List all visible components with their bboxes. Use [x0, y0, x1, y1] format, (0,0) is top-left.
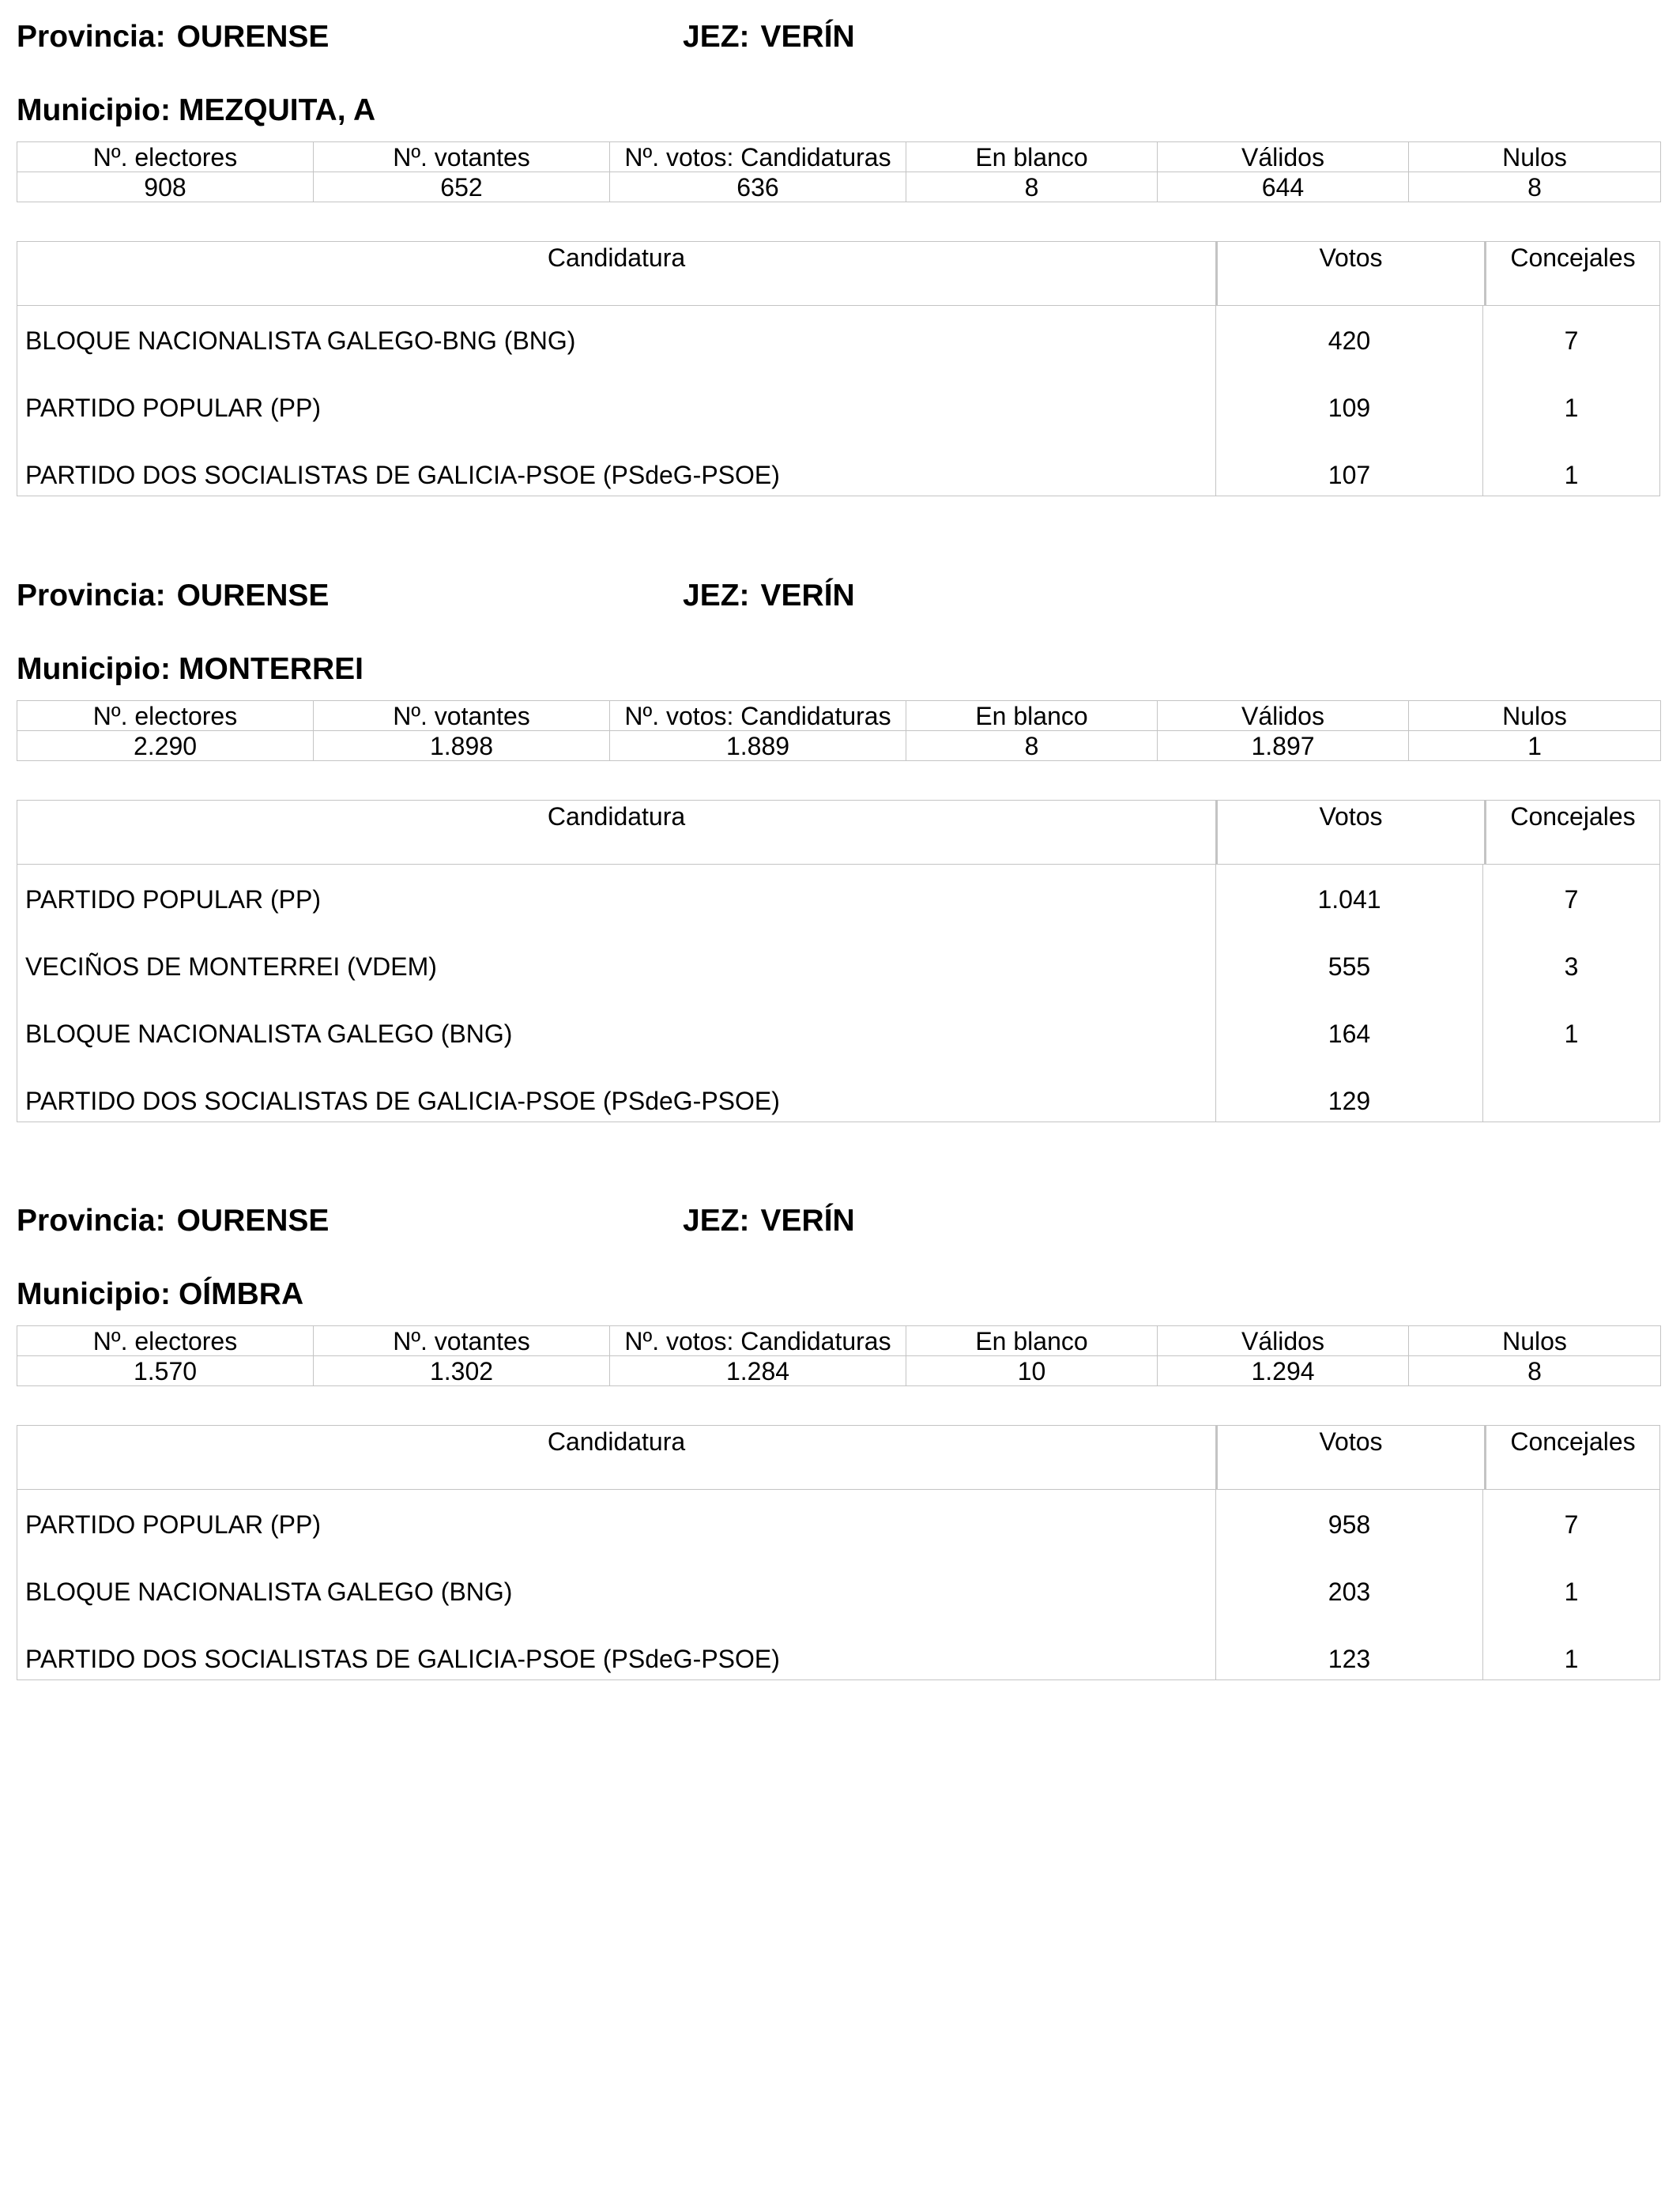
municipio-title: [17, 91, 375, 130]
candidaturas-header-row: [17, 242, 1659, 306]
header-candidatura: Candidatura: [547, 243, 686, 272]
candidate-concejales: 1: [1564, 1020, 1579, 1048]
candidate-votos: 123: [1328, 1645, 1371, 1673]
candidate-votos: 164: [1328, 1020, 1371, 1048]
jez-line: [683, 576, 855, 616]
municipio-value: MONTERREI: [178, 652, 363, 686]
summary-value-row: [17, 1356, 1661, 1386]
summary-header-cell: Nº. electores: [17, 142, 314, 172]
candidate-name: PARTIDO POPULAR (PP): [25, 1510, 321, 1539]
candidatura-column: [17, 306, 1215, 496]
candidaturas-table: [17, 241, 1660, 496]
provincia-line: [17, 576, 329, 616]
candidate-concejales: 1: [1564, 461, 1579, 489]
summary-value-cell: 1: [1409, 731, 1661, 761]
candidate-name: PARTIDO POPULAR (PP): [25, 885, 321, 914]
candidate-concejales: 3: [1564, 952, 1579, 981]
candidate-votos: 203: [1328, 1578, 1371, 1606]
candidate-votos: 1.041: [1317, 885, 1381, 914]
candidate-votos: 555: [1328, 952, 1371, 981]
summary-header-cell: Válidos: [1158, 701, 1409, 731]
candidate-concejales: 7: [1564, 1510, 1579, 1539]
candidatura-column: [17, 865, 1215, 1122]
candidate-concejales: 7: [1564, 326, 1579, 355]
municipio-section: [17, 17, 1660, 555]
header-concejales: Concejales: [1484, 1426, 1659, 1489]
candidate-name: BLOQUE NACIONALISTA GALEGO-BNG (BNG): [25, 326, 576, 355]
candidaturas-table: [17, 800, 1660, 1122]
candidate-concejales: 7: [1564, 885, 1579, 914]
candidate-votos: 958: [1328, 1510, 1371, 1539]
summary-value-cell: 1.897: [1158, 731, 1409, 761]
header-votos: Votos: [1215, 1426, 1484, 1489]
summary-header-cell: Nº. votantes: [314, 701, 610, 731]
municipio-label: Municipio:: [17, 1277, 171, 1311]
votos-column: [1215, 865, 1482, 1122]
summary-header-cell: Nº. electores: [17, 1326, 314, 1356]
provincia-line: [17, 1201, 329, 1241]
summary-value-cell: 1.570: [17, 1356, 314, 1386]
municipio-section: [17, 1201, 1660, 1739]
municipio-value: MEZQUITA, A: [178, 93, 376, 127]
concejales-column: [1482, 1490, 1659, 1679]
summary-header-cell: Nulos: [1409, 142, 1661, 172]
jez-value: VERÍN: [760, 579, 855, 613]
municipio-title: [17, 650, 363, 689]
provincia-value: OURENSE: [176, 1204, 330, 1238]
summary-header-cell: Nº. votos: Candidaturas: [610, 701, 906, 731]
votos-column: [1215, 1490, 1482, 1679]
summary-header-cell: Nº. votos: Candidaturas: [610, 1326, 906, 1356]
summary-header-cell: Válidos: [1158, 142, 1409, 172]
header-votos: Votos: [1215, 801, 1484, 864]
jez-label: JEZ:: [683, 579, 750, 613]
summary-value-cell: 1.889: [610, 731, 906, 761]
municipio-label: Municipio:: [17, 652, 171, 686]
header-candidatura: Candidatura: [547, 1427, 686, 1456]
concejales-column: [1482, 306, 1659, 496]
summary-table: [17, 700, 1661, 761]
header-concejales: Concejales: [1484, 242, 1659, 305]
summary-value-cell: 10: [906, 1356, 1158, 1386]
municipio-section: [17, 576, 1660, 1114]
candidaturas-header-row: [17, 1426, 1659, 1490]
summary-value-cell: 1.898: [314, 731, 610, 761]
summary-value-cell: 8: [1409, 1356, 1661, 1386]
provincia-value: OURENSE: [176, 20, 330, 54]
summary-value-cell: 2.290: [17, 731, 314, 761]
candidate-name: BLOQUE NACIONALISTA GALEGO (BNG): [25, 1578, 513, 1606]
summary-header-cell: Nº. votos: Candidaturas: [610, 142, 906, 172]
summary-value-cell: 8: [1409, 172, 1661, 202]
candidatura-column: [17, 1490, 1215, 1679]
summary-value-cell: 8: [906, 731, 1158, 761]
summary-value-cell: 644: [1158, 172, 1409, 202]
provincia-label: Provincia:: [17, 579, 166, 613]
candidate-votos: 109: [1328, 394, 1371, 422]
candidaturas-body: [17, 865, 1659, 1122]
summary-header-row: [17, 142, 1661, 172]
candidate-name: PARTIDO DOS SOCIALISTAS DE GALICIA-PSOE (PSdeG-PSOE): [25, 461, 780, 489]
candidate-votos: 129: [1328, 1087, 1371, 1115]
jez-label: JEZ:: [683, 20, 750, 54]
summary-value-row: [17, 172, 1661, 202]
candidaturas-body: [17, 306, 1659, 496]
jez-line: [683, 1201, 855, 1241]
summary-header-cell: Nulos: [1409, 1326, 1661, 1356]
candidate-concejales: 1: [1564, 1578, 1579, 1606]
municipio-title: [17, 1275, 303, 1314]
summary-header-cell: En blanco: [906, 1326, 1158, 1356]
summary-value-cell: 908: [17, 172, 314, 202]
jez-line: [683, 17, 855, 57]
header-candidatura: Candidatura: [547, 802, 686, 831]
summary-header-row: [17, 701, 1661, 731]
summary-header-cell: Nº. votantes: [314, 142, 610, 172]
summary-header-cell: Nº. votantes: [314, 1326, 610, 1356]
summary-header-cell: Nº. electores: [17, 701, 314, 731]
candidaturas-table: [17, 1425, 1660, 1680]
municipio-value: OÍMBRA: [178, 1277, 304, 1311]
summary-header-cell: En blanco: [906, 701, 1158, 731]
concejales-column: [1482, 865, 1659, 1122]
summary-value-cell: 652: [314, 172, 610, 202]
provincia-line: [17, 17, 329, 57]
summary-table: [17, 1325, 1661, 1386]
candidaturas-header-row: [17, 801, 1659, 865]
jez-value: VERÍN: [760, 1204, 855, 1238]
header-concejales: Concejales: [1484, 801, 1659, 864]
provincia-value: OURENSE: [176, 579, 330, 613]
candidate-concejales: 1: [1564, 1645, 1579, 1673]
jez-label: JEZ:: [683, 1204, 750, 1238]
summary-header-cell: Válidos: [1158, 1326, 1409, 1356]
candidate-name: PARTIDO DOS SOCIALISTAS DE GALICIA-PSOE (PSdeG-PSOE): [25, 1645, 780, 1673]
summary-value-cell: 8: [906, 172, 1158, 202]
candidate-votos: 107: [1328, 461, 1371, 489]
candidate-name: PARTIDO POPULAR (PP): [25, 394, 321, 422]
summary-header-cell: En blanco: [906, 142, 1158, 172]
candidate-name: BLOQUE NACIONALISTA GALEGO (BNG): [25, 1020, 513, 1048]
candidate-concejales: 1: [1564, 394, 1579, 422]
summary-table: [17, 141, 1661, 202]
candidate-votos: 420: [1328, 326, 1371, 355]
summary-value-cell: 636: [610, 172, 906, 202]
summary-value-row: [17, 731, 1661, 761]
summary-value-cell: 1.302: [314, 1356, 610, 1386]
municipio-label: Municipio:: [17, 93, 171, 127]
summary-value-cell: 1.294: [1158, 1356, 1409, 1386]
summary-header-row: [17, 1326, 1661, 1356]
candidaturas-body: [17, 1490, 1659, 1679]
provincia-label: Provincia:: [17, 1204, 166, 1238]
candidate-concejales: [1483, 1084, 1659, 1118]
provincia-label: Provincia:: [17, 20, 166, 54]
candidate-name: VECIÑOS DE MONTERREI (VDEM): [25, 952, 437, 981]
votos-column: [1215, 306, 1482, 496]
header-votos: Votos: [1215, 242, 1484, 305]
jez-value: VERÍN: [760, 20, 855, 54]
summary-header-cell: Nulos: [1409, 701, 1661, 731]
summary-value-cell: 1.284: [610, 1356, 906, 1386]
candidate-name: PARTIDO DOS SOCIALISTAS DE GALICIA-PSOE (PSdeG-PSOE): [25, 1087, 780, 1115]
